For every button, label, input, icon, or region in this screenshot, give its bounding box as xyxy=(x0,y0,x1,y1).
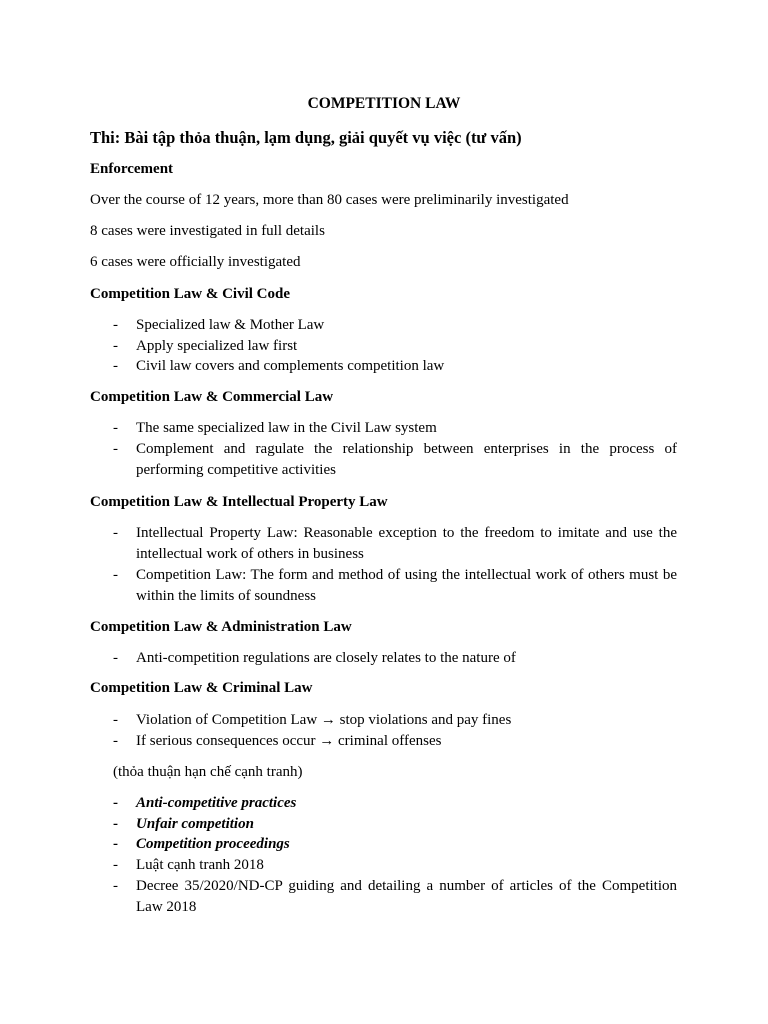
list-item: Complement and ragulate the relationship between enterprises in the process of performing competitive activities xyxy=(136,441,677,478)
list-item: Apply specialized law first xyxy=(136,338,298,354)
paragraph: 8 cases were investigated in full details xyxy=(90,223,325,239)
list-item: The same specialized law in the Civil Law system xyxy=(136,420,437,436)
bullet-dash: - xyxy=(113,317,118,333)
note-text: (thỏa thuận hạn chế cạnh tranh) xyxy=(113,764,303,780)
list-item: Competition Law: The form and method of using the intellectual work of others must be within the limits of soundness xyxy=(136,567,677,604)
bullet-dash: - xyxy=(113,878,118,894)
bullet-dash: - xyxy=(113,420,118,436)
heading-enforcement: Enforcement xyxy=(90,161,174,177)
bullet-dash: - xyxy=(113,712,118,728)
list-item: If serious consequences occur → criminal offenses xyxy=(136,733,442,749)
bullet-dash: - xyxy=(113,650,118,666)
list-item: Anti-competitive practices xyxy=(136,795,297,811)
list-item: Violation of Competition Law → stop violations and pay fines xyxy=(136,712,512,728)
list-item: Decree 35/2020/ND-CP guiding and detailing a number of articles of the Competition Law 2018 xyxy=(136,878,677,915)
heading-commercial-law: Competition Law & Commercial Law xyxy=(90,389,334,405)
list-item: Competition proceedings xyxy=(136,836,290,852)
list-item: Specialized law & Mother Law xyxy=(136,317,325,333)
list-item: Intellectual Property Law: Reasonable exception to the freedom to imitate and use the intellectual work of others in business xyxy=(136,525,677,562)
bullet-dash: - xyxy=(113,338,118,354)
paragraph: Over the course of 12 years, more than 80 cases were preliminarily investigated xyxy=(90,192,569,208)
bullet-dash: - xyxy=(113,857,118,873)
heading-administration-law: Competition Law & Administration Law xyxy=(90,619,352,635)
document-title: COMPETITION LAW xyxy=(307,95,461,112)
heading-ip-law: Competition Law & Intellectual Property Law xyxy=(90,494,388,510)
list-item: Luật cạnh tranh 2018 xyxy=(136,857,264,873)
bullet-dash: - xyxy=(113,836,118,852)
bullet-dash: - xyxy=(113,441,118,457)
bullet-dash: - xyxy=(113,525,118,541)
list-item: Anti-competition regulations are closely relates to the nature of xyxy=(136,650,516,666)
bullet-dash: - xyxy=(113,816,118,832)
bullet-dash: - xyxy=(113,795,118,811)
list-item: Civil law covers and complements competition law xyxy=(136,358,445,374)
list-item: Unfair competition xyxy=(136,816,254,832)
bullet-dash: - xyxy=(113,567,118,583)
bullet-dash: - xyxy=(113,733,118,749)
heading-criminal-law: Competition Law & Criminal Law xyxy=(90,680,313,696)
document-subtitle: Thi: Bài tập thỏa thuận, lạm dụng, giải quyết vụ việc (tư vấn) xyxy=(90,128,522,147)
paragraph: 6 cases were officially investigated xyxy=(90,254,301,270)
heading-civil-code: Competition Law & Civil Code xyxy=(90,286,290,302)
bullet-dash: - xyxy=(113,358,118,374)
